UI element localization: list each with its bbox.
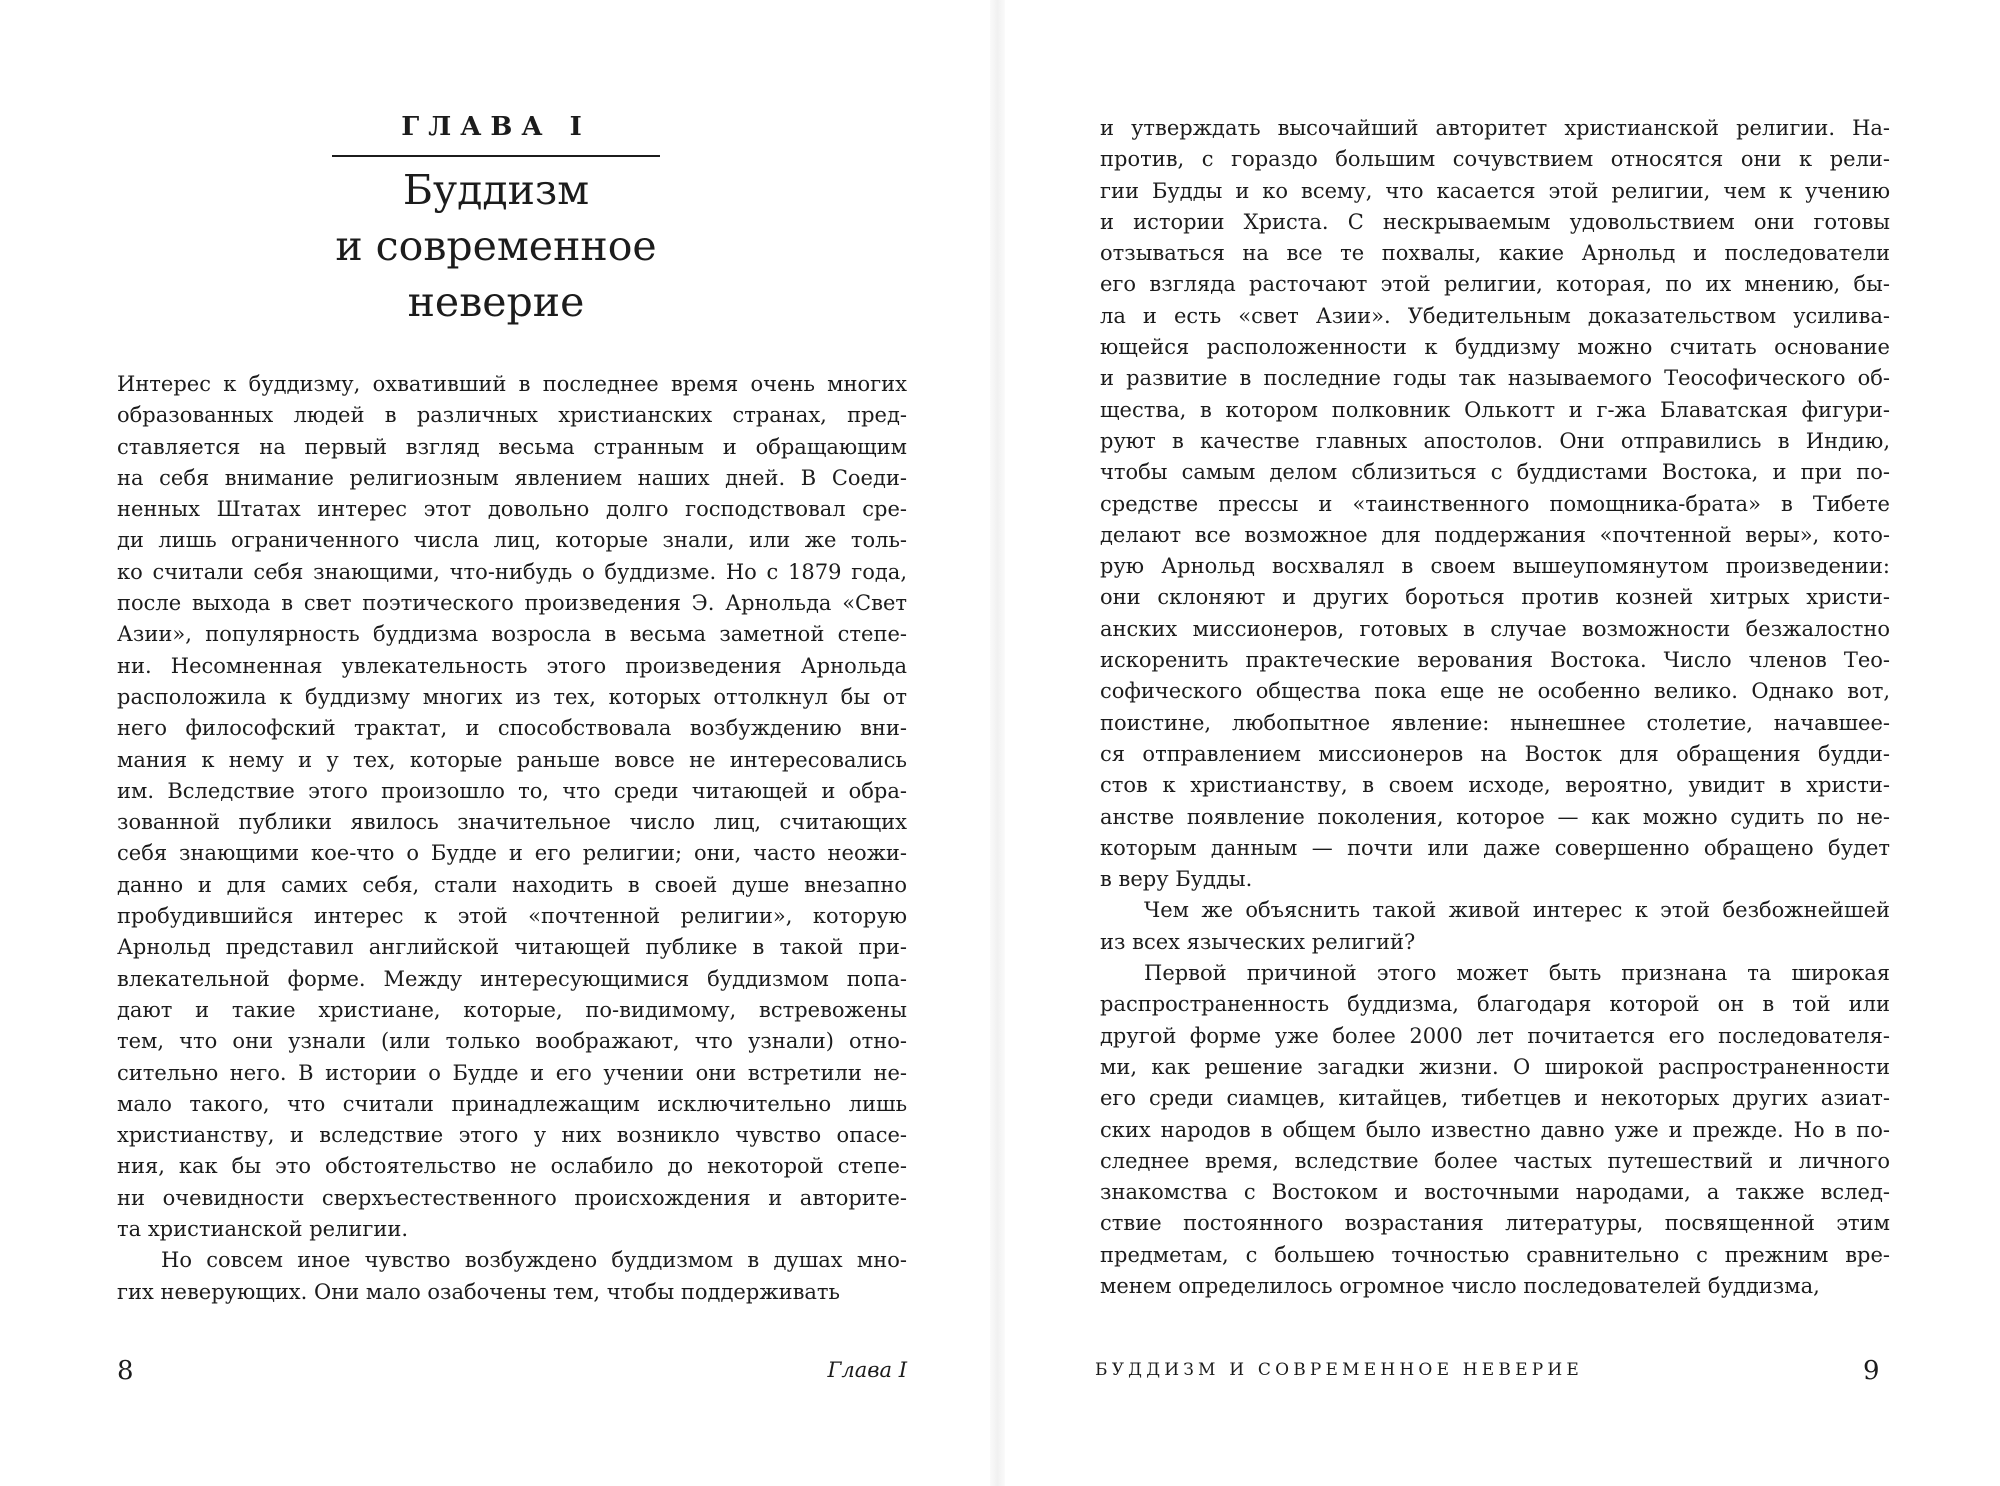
- text-line: им. Вследствие этого произошло то, что среди читающей и обра-: [117, 778, 907, 803]
- text-line: Арнольд представил английской читающей публике в такой при-: [117, 935, 907, 960]
- text-line: себя знающими кое-что о Будде и его религии; они, часто неожи-: [117, 841, 907, 866]
- text-line: они склоняют и других бороться против козней хитрых христи-: [1100, 585, 1890, 610]
- text-line: ми, как решение загадки жизни. О широкой распространенности: [1100, 1054, 1890, 1079]
- text-line: в веру Будды.: [1100, 867, 1253, 892]
- left-page-body-text: [117, 369, 907, 1308]
- text-line: ставляется на первый взгляд весьма странным и обращающим: [117, 434, 907, 459]
- left-running-head: Глава I: [827, 1358, 907, 1382]
- text-line: которым данным — почти или даже совершенно обращено будет: [1100, 835, 1890, 860]
- text-line: делают все возможное для поддержания «почтенной веры», кото-: [1100, 522, 1890, 547]
- text-line: христианству, и вследствие этого у них возникло чувство опасе-: [117, 1123, 907, 1148]
- text-line: и утверждать высочайший авторитет христианской религии. На-: [1100, 116, 1890, 140]
- book-gutter: [990, 0, 1005, 1486]
- text-line: на себя внимание религиозным явлением наших дней. В Соеди-: [117, 465, 907, 490]
- text-line: ди лишь ограниченного числа лиц, которые знали, или же толь-: [117, 528, 907, 553]
- text-line: поистине, любопытное явление: нынешнее столетие, начавшее-: [1100, 710, 1890, 735]
- text-line: мания к нему и у тех, которые раньше вовсе не интересовались: [117, 747, 907, 772]
- text-line: и развитие в последние годы так называемого Теософического об-: [1100, 366, 1890, 391]
- text-line: ствие постоянного возрастания литературы, посвященной этим: [1100, 1211, 1890, 1236]
- right-running-head: БУДДИЗМ И СОВРЕМЕННОЕ НЕВЕРИЕ: [1095, 1360, 1583, 1380]
- text-line: гии Будды и ко всему, что касается этой религии, чем к учению: [1100, 178, 1890, 203]
- chapter-title-line-2: и современное неверие: [335, 222, 657, 326]
- right-page: [1005, 0, 2000, 1486]
- text-line: знакомства с Востоком и восточными народами, а также вслед-: [1100, 1180, 1890, 1205]
- text-line: чтобы самым делом сблизиться с буддистами Востока, и при по-: [1100, 460, 1890, 485]
- text-line: ни очевидности сверхъестественного происхождения и авторите-: [117, 1185, 907, 1210]
- text-line: пробудившийся интерес к этой «почтенной религии», которую: [117, 904, 907, 929]
- text-line: его взгляда расточают этой религии, которая, по их мнению, бы-: [1100, 272, 1890, 297]
- text-line: щества, в котором полковник Олькотт и г-жа Блаватская фигури-: [1100, 397, 1890, 422]
- chapter-rule: [332, 155, 660, 157]
- text-line: ся отправлением миссионеров на Восток для обращения будди-: [1100, 741, 1890, 766]
- text-line: и истории Христа. С нескрываемым удовольствием они готовы: [1100, 209, 1890, 234]
- text-line: ских народов в общем было известно давно уже и прежде. Но в по-: [1100, 1117, 1890, 1142]
- text-line: Но совсем иное чувство возбуждено буддизмом в душах мно-: [161, 1248, 907, 1273]
- text-line: менем определилось огромное число последователей буддизма,: [1100, 1273, 1820, 1298]
- text-line: средстве прессы и «таинственного помощника-брата» в Тибете: [1100, 491, 1890, 516]
- left-page: [0, 0, 990, 1486]
- text-line: его среди сиамцев, китайцев, тибетцев и некоторых других азиат-: [1100, 1086, 1890, 1111]
- text-line: дают и такие христиане, которые, по-видимому, встревожены: [117, 997, 907, 1022]
- text-line: зованной публики явилось значительное число лиц, считающих: [117, 810, 907, 835]
- text-line: следнее время, вследствие более частых путешествий и личного: [1100, 1148, 1890, 1173]
- text-line: ла и есть «свет Азии». Убедительным доказательством усилива-: [1100, 303, 1890, 328]
- text-line: из всех языческих религий?: [1100, 929, 1416, 954]
- chapter-title: [250, 162, 742, 330]
- text-line: Чем же объяснить такой живой интерес к этой безбожнейшей: [1144, 898, 1890, 923]
- chapter-label: ГЛАВА I: [401, 112, 591, 142]
- text-line: руют в качестве главных апостолов. Они отправились в Индию,: [1100, 428, 1890, 453]
- text-line: тем, что они узнали (или только воображают, что узнали) отно-: [117, 1029, 907, 1054]
- chapter-title-line-1: Буддизм: [402, 166, 590, 214]
- text-line: влекательной форме. Между интересующимися буддизмом попа-: [117, 966, 907, 991]
- right-page-body-text: [1100, 113, 1890, 1302]
- text-line: мало такого, что считали принадлежащим исключительно лишь: [117, 1091, 907, 1116]
- text-line: Азии», популярность буддизма возросла в весьма заметной степе-: [117, 622, 907, 647]
- text-line: образованных людей в различных христианских странах, пред-: [117, 403, 907, 428]
- text-line: Первой причиной этого может быть признана та широкая: [1144, 961, 1890, 986]
- text-line: искоренить практеческие верования Востока. Число членов Тео-: [1100, 648, 1890, 673]
- text-line: расположила к буддизму многих из тех, которых оттолкнул бы от: [117, 684, 907, 709]
- text-line: предметам, с большею точностью сравнительно с прежним вре-: [1100, 1242, 1890, 1267]
- text-line: данно и для самих себя, стали находить в своей душе внезапно: [117, 872, 907, 897]
- text-line: против, с гораздо большим сочувствием относятся они к рели-: [1100, 147, 1890, 172]
- text-line: ненных Штатах интерес этот довольно долго господствовал сре-: [117, 497, 907, 522]
- text-line: рую Арнольд восхвалял в своем вышеупомянутом произведении:: [1100, 554, 1890, 579]
- text-line: гих неверующих. Они мало озабочены тем, чтобы поддерживать: [117, 1279, 840, 1304]
- text-line: ния, как бы это обстоятельство не ослабило до некоторой степе-: [117, 1154, 907, 1179]
- text-line: после выхода в свет поэтического произведения Э. Арнольда «Свет: [117, 591, 907, 616]
- text-line: отзываться на все те похвалы, какие Арнольд и последователи: [1100, 241, 1890, 266]
- text-line: Интерес к буддизму, охвативший в последнее время очень многих: [117, 372, 907, 396]
- text-line: анских миссионеров, готовых в случае возможности безжалостно: [1100, 616, 1890, 641]
- text-line: стов к христианству, в своем исходе, вероятно, увидит в христи-: [1100, 773, 1890, 798]
- text-line: софического общества пока еще не особенно велико. Однако вот,: [1100, 679, 1890, 704]
- text-line: анстве появление поколения, которое — как можно судить по не-: [1100, 804, 1890, 829]
- text-line: та христианской религии.: [117, 1217, 409, 1242]
- text-line: ющейся расположенности к буддизму можно считать основание: [1100, 335, 1890, 360]
- text-line: другой форме уже более 2000 лет почитается его последователя-: [1100, 1023, 1890, 1048]
- right-page-number: 9: [1863, 1356, 1880, 1386]
- left-page-number: 8: [117, 1356, 134, 1386]
- text-line: ни. Несомненная увлекательность этого произведения Арнольда: [117, 653, 907, 678]
- text-line: него философский трактат, и способствовала возбуждению вни-: [117, 716, 907, 741]
- text-line: сительно него. В истории о Будде и его учении они встретили не-: [117, 1060, 907, 1085]
- text-line: ко считали себя знающими, что-нибудь о буддизме. Но с 1879 года,: [117, 559, 907, 584]
- text-line: распространенность буддизма, благодаря которой он в той или: [1100, 992, 1890, 1017]
